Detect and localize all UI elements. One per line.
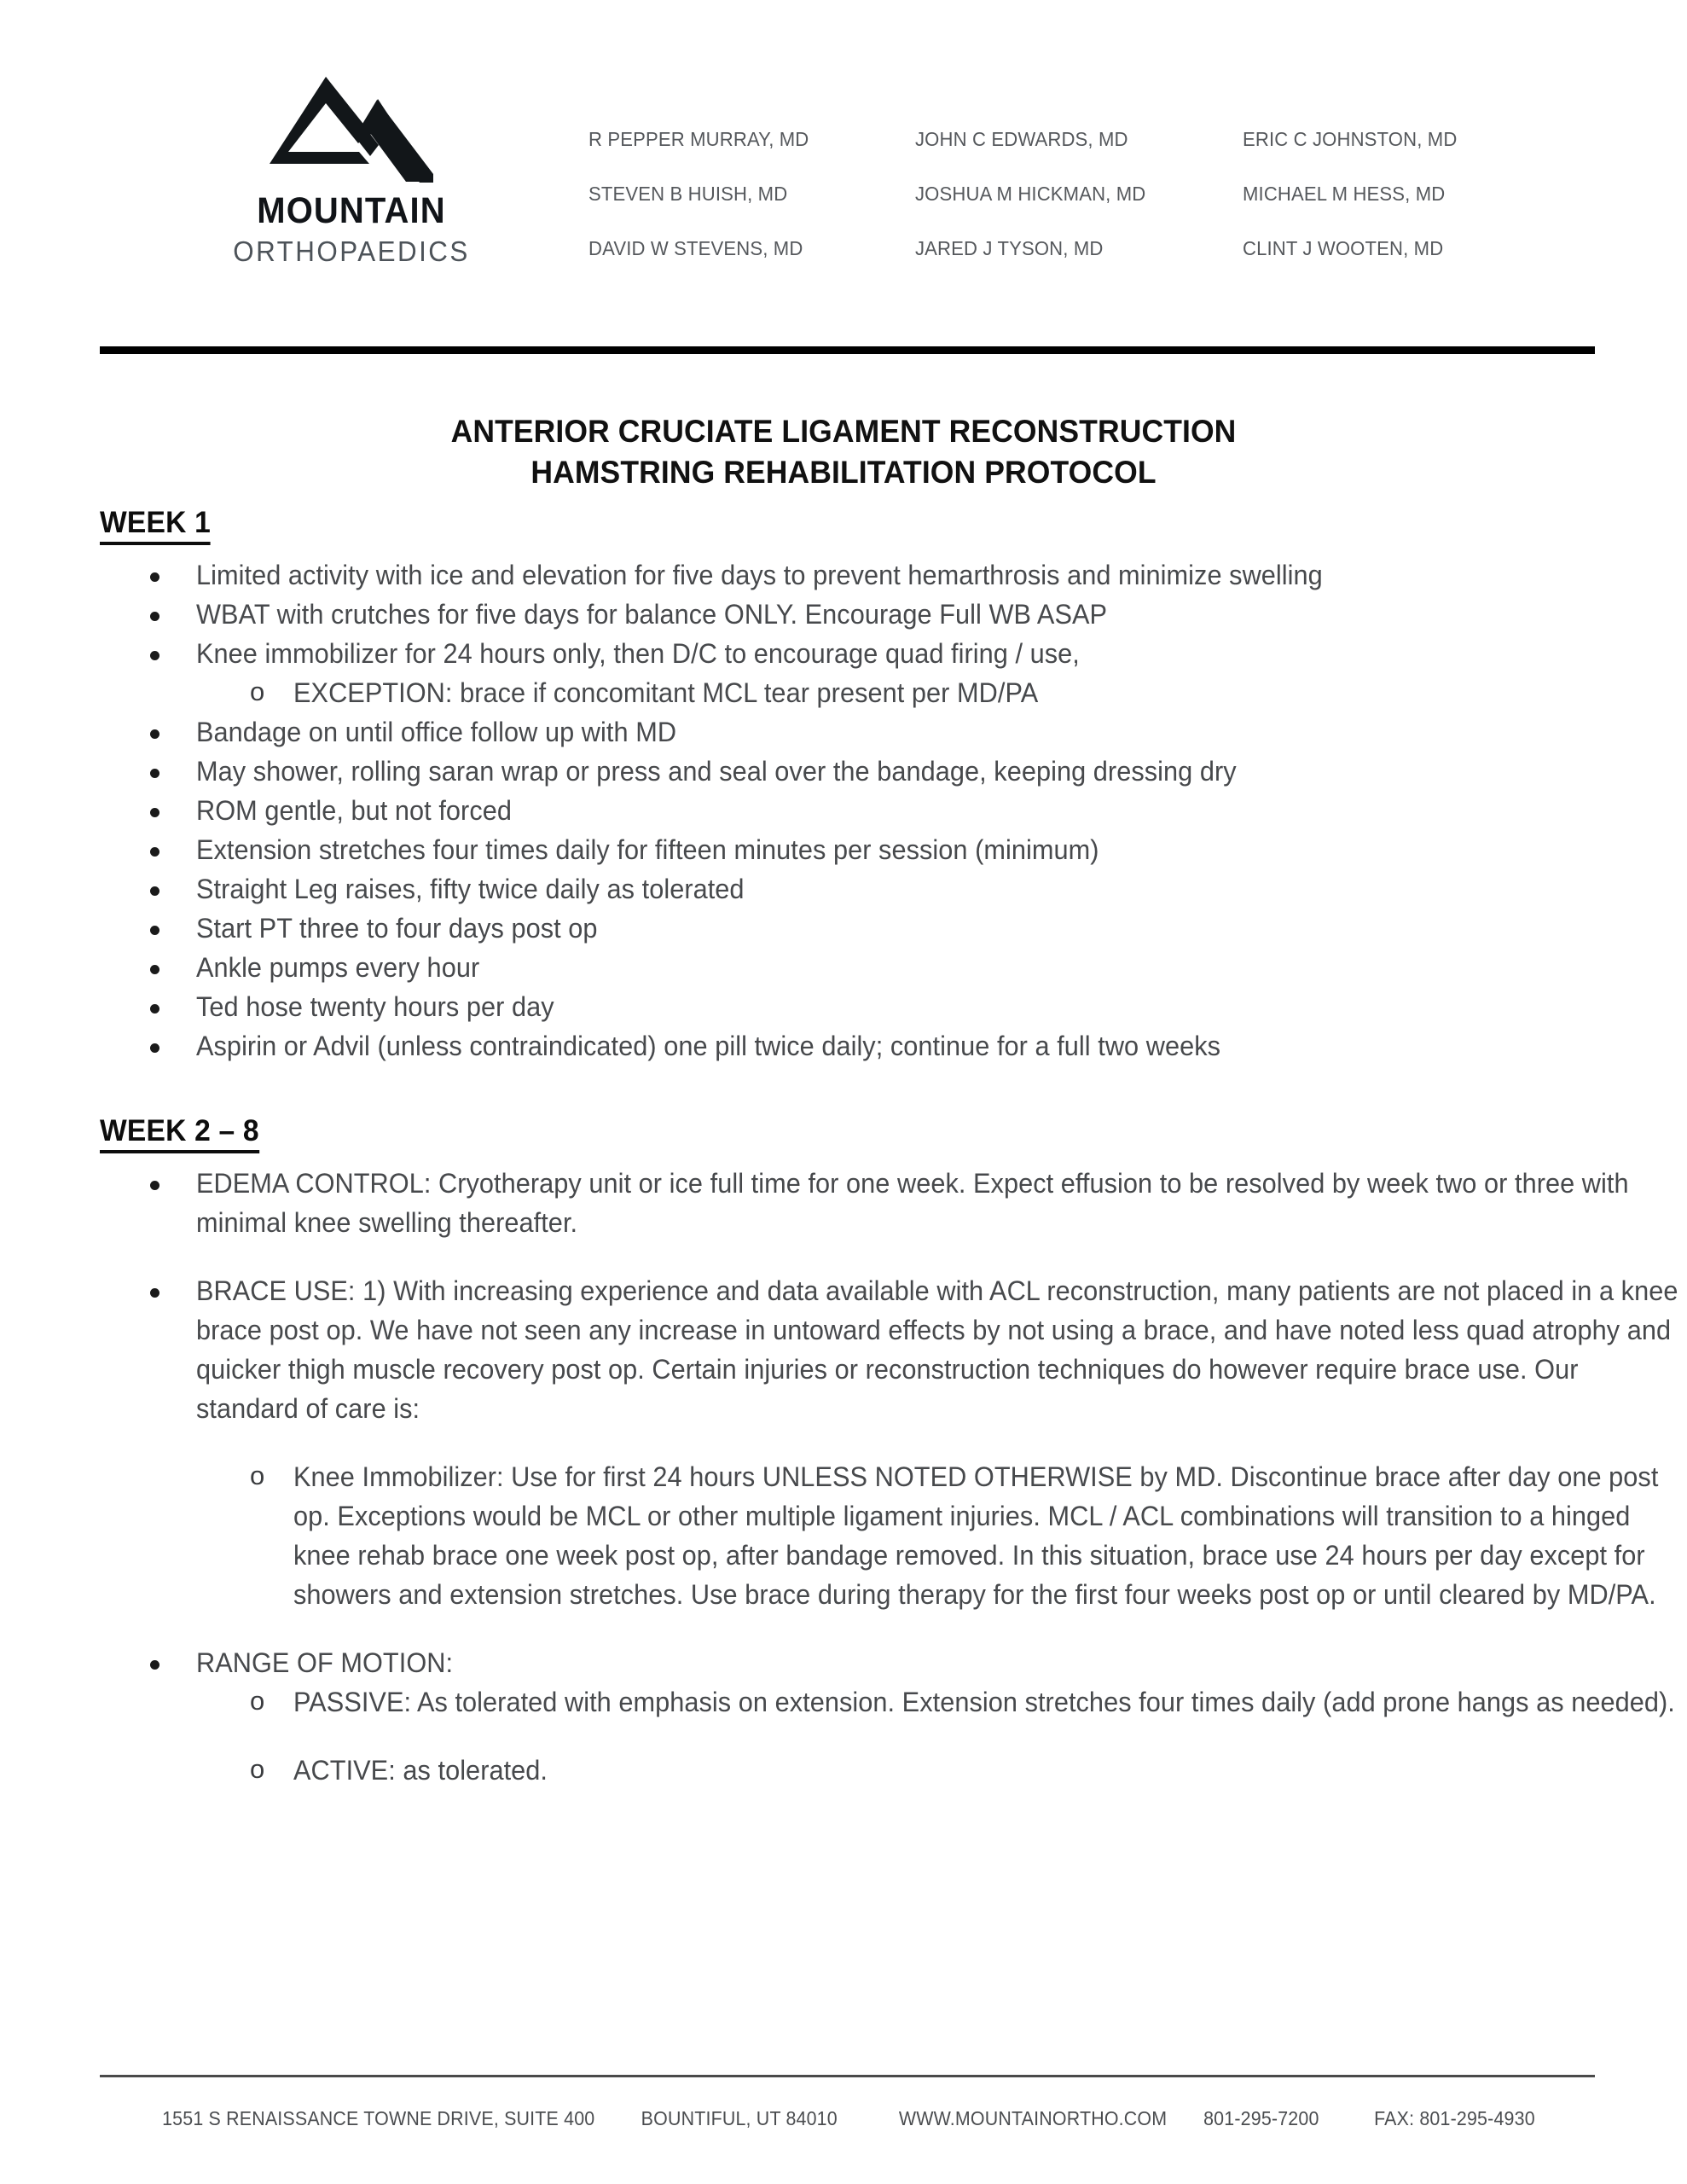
logo-wordmark: MOUNTAIN <box>257 190 446 231</box>
header-divider <box>100 346 1595 354</box>
physician-list <box>588 128 1569 292</box>
list-item-range-of-motion: RANGE OF MOTION: <box>0 1643 1687 1682</box>
list-item: Limited activity with ice and elevation for five days to prevent hemarthrosis and minimize swelling <box>0 555 1687 595</box>
footer-fax: FAX: 801-295-4930 <box>1374 2107 1535 2129</box>
protocol-body <box>0 505 1687 1790</box>
list-item: Ted hose twenty hours per day <box>0 987 1687 1026</box>
section-heading-week-2-8: WEEK 2 – 8 <box>100 1113 259 1153</box>
mountain-peaks-icon <box>270 73 433 186</box>
week-1-list <box>0 555 1687 1066</box>
physician-name: JARED J TYSON, MD <box>915 237 1104 259</box>
list-item-passive-rom: o PASSIVE: As tolerated with emphasis on extension. Extension stretches four times daily (add prone hangs as needed). <box>0 1682 1687 1722</box>
range-of-motion-sublist <box>0 1682 1687 1790</box>
brace-use-sublist <box>0 1457 1687 1614</box>
footer-website[interactable]: WWW.MOUNTAINORTHO.COM <box>899 2107 1168 2129</box>
physician-name: JOSHUA M HICKMAN, MD <box>915 183 1146 205</box>
physician-name: JOHN C EDWARDS, MD <box>915 128 1128 150</box>
list-item: Aspirin or Advil (unless contraindicated) one pill twice daily; continue for a full two weeks <box>0 1026 1687 1066</box>
list-item: Straight Leg raises, fifty twice daily as tolerated <box>0 869 1687 909</box>
section-heading-week-1: WEEK 1 <box>100 505 211 545</box>
week-1-exception-list <box>0 673 1687 712</box>
footer-divider <box>100 2075 1595 2077</box>
title-line-2: HAMSTRING REHABILITATION PROTOCOL <box>530 455 1157 490</box>
physician-name: DAVID W STEVENS, MD <box>588 237 803 259</box>
list-item: Bandage on until office follow up with MD <box>0 712 1687 752</box>
list-item: Extension stretches four times daily for fifteen minutes per session (minimum) <box>0 830 1687 869</box>
physician-name: R PEPPER MURRAY, MD <box>588 128 809 150</box>
physician-name: ERIC C JOHNSTON, MD <box>1242 128 1458 150</box>
practice-logo <box>223 73 479 265</box>
page-title <box>0 411 1687 493</box>
physician-name: MICHAEL M HESS, MD <box>1242 183 1446 205</box>
list-item: Knee immobilizer for 24 hours only, then D/C to encourage quad firing / use, <box>0 634 1687 673</box>
list-item-brace-use: BRACE USE: 1) With increasing experience and data available with ACL reconstruction, many patients are not placed in a knee brace post op. We have not seen any increase in untoward effects by not using a brace, and have noted less quad atrophy and quicker thigh muscle recovery post op. Certain injuries or reconstruction techniques do however require brace use. Our standard of care is: <box>0 1271 1687 1428</box>
section-week-2-8 <box>0 1113 1687 1160</box>
sub-list-wrapper <box>0 1457 1687 1614</box>
list-item: WBAT with crutches for five days for balance ONLY. Encourage Full WB ASAP <box>0 595 1687 634</box>
footer-phone[interactable]: 801-295-7200 <box>1203 2107 1319 2129</box>
sub-list-wrapper <box>0 1682 1687 1790</box>
section-week-1 <box>0 505 1687 552</box>
logo-subwordmark: ORTHOPAEDICS <box>233 235 470 267</box>
week-2-8-list <box>0 1164 1687 1790</box>
letterhead <box>0 0 1687 341</box>
section-gap <box>0 1066 1687 1113</box>
list-item: Start PT three to four days post op <box>0 909 1687 948</box>
list-item: o EXCEPTION: brace if concomitant MCL tear present per MD/PA <box>0 673 1687 712</box>
footer-city: BOUNTIFUL, UT 84010 <box>641 2107 838 2129</box>
list-item: May shower, rolling saran wrap or press and seal over the bandage, keeping dressing dry <box>0 752 1687 791</box>
list-item-knee-immobilizer: o Knee Immobilizer: Use for first 24 hours UNLESS NOTED OTHERWISE by MD. Discontinue brace after day one post op. Exceptions would be MCL or other multiple ligament injuries. MCL / ACL combinations will transition to a hinged knee rehab brace one week post op, after bandage removed. In this situation, brace use 24 hours per day except for showers and extension stretches. Use brace during therapy for the first four weeks post op or until cleared by MD/PA. <box>0 1457 1687 1614</box>
list-item: ROM gentle, but not forced <box>0 791 1687 830</box>
sub-list-wrapper <box>0 673 1687 712</box>
physician-name: CLINT J WOOTEN, MD <box>1242 237 1443 259</box>
list-item-active-rom: o ACTIVE: as tolerated. <box>0 1751 1687 1790</box>
list-item-edema-control: EDEMA CONTROL: Cryotherapy unit or ice full time for one week. Expect effusion to be resolved by week two or three with minimal knee swelling thereafter. <box>0 1164 1687 1242</box>
list-item: Ankle pumps every hour <box>0 948 1687 987</box>
physician-name: STEVEN B HUISH, MD <box>588 183 788 205</box>
footer-contact-info <box>0 2107 1687 2130</box>
title-line-1: ANTERIOR CRUCIATE LIGAMENT RECONSTRUCTION <box>450 414 1237 449</box>
footer-address: 1551 S RENAISSANCE TOWNE DRIVE, SUITE 400 <box>162 2107 595 2129</box>
